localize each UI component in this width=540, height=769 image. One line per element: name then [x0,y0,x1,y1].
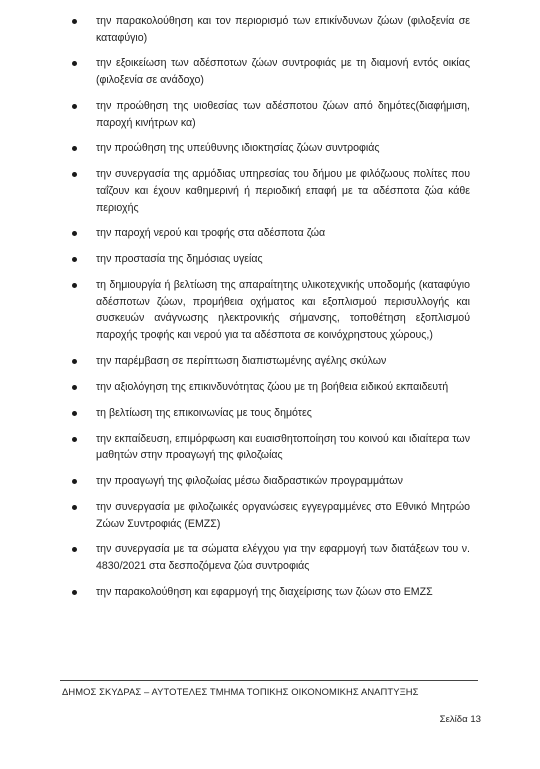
bullet-item [0,353,540,370]
bullet-item [0,225,540,242]
bullet-text: την συνεργασία με φιλοζωικές οργανώσεις εγγεγραμμένες στο Εθνικό Μητρώο Ζώων Συντροφιάς (ΕΜΖΣ) [96,500,470,530]
bullet-icon [72,437,77,442]
bullet-text: την προαγωγή της φιλοζωίας μέσω διαδραστικών προγραμμάτων [96,475,403,488]
bullet-icon [72,19,77,24]
bullet-icon [72,479,77,484]
bullet-item [0,405,540,422]
bullet-item [0,140,540,157]
bullet-icon [72,172,77,177]
bullet-item [0,584,540,601]
bullet-item [0,499,540,532]
bullet-item [0,473,540,490]
bullet-icon [72,411,77,416]
bullet-icon [72,359,77,364]
footer-divider [60,680,478,681]
bullet-icon [72,257,77,262]
bullet-item [0,98,540,131]
bullet-text: την εκπαίδευση, επιμόρφωση και ευαισθητοποίηση του κοινού και ιδιαίτερα των μαθητών στην προαγωγή της φιλοζωίας [96,432,470,462]
bullet-item [0,541,540,574]
bullet-icon [72,231,77,236]
bullet-text: την παρέμβαση σε περίπτωση διαπιστωμένης αγέλης σκύλων [96,354,387,367]
bullet-text: την συνεργασία της αρμόδιας υπηρεσίας του δήμου με φιλόζωους πολίτες που ταΐζουν και έχουν καθημερινή ή περιοδική επαφή με τα αδέσποτα ζώα κάθε περιοχής [96,168,470,214]
footer-organization: ΔΗΜΟΣ ΣΚΥΔΡΑΣ – ΑΥΤΟΤΕΛΕΣ ΤΜΗΜΑ ΤΟΠΙΚΗΣ ΟΙΚΟΝΟΜΙΚΗΣ ΑΝΑΠΤΥΞΗΣ [62,686,419,697]
bullet-icon [72,283,77,288]
bullet-text: τη βελτίωση της επικοινωνίας με τους δημότες [96,406,312,419]
bullet-item [0,166,540,216]
bullet-icon [72,547,77,552]
bullet-item [0,379,540,396]
bullet-icon [72,104,77,109]
bullet-icon [72,61,77,66]
bullet-text: την παροχή νερού και τροφής στα αδέσποτα ζώα [96,227,326,240]
bullet-icon [72,385,77,390]
bullet-text: την προστασία της δημόσιας υγείας [96,253,263,266]
bullet-text: την αξιολόγηση της επικινδυνότητας ζώου με τη βοήθεια ειδικού εκπαιδευτή [96,380,449,393]
bullet-list [0,13,540,610]
bullet-item [0,431,540,464]
bullet-text: την παρακολούθηση και εφαρμογή της διαχείρισης των ζώων στο ΕΜΖΣ [96,585,433,598]
bullet-text: την προώθηση της υιοθεσίας των αδέσποτου ζώων από δημότες(διαφήμιση, παροχή κινήτρων κα) [96,99,470,129]
bullet-item [0,55,540,88]
bullet-item [0,251,540,268]
bullet-text: τη δημιουργία ή βελτίωση της απαραίτητης υλικοτεχνικής υποδομής (καταφύγιο αδέσποτων ζώων, προμήθεια οχήματος και εξοπλισμού περισυλλογής και συσκευών ανάγνωσης ηλεκτρονικής σήμανσης, τοποθέτηση εξοπλισμού παροχής τροφής και νερού για τα αδέσποτα σε κοινόχρηστους χώρους,) [96,279,470,341]
bullet-item [0,277,540,343]
bullet-icon [72,590,77,595]
bullet-text: την παρακολούθηση και τον περιορισμό των επικίνδυνων ζώων (φιλοξενία σε καταφύγιο) [96,15,470,44]
bullet-icon [72,146,77,151]
bullet-item [0,13,540,46]
bullet-icon [72,505,77,510]
page-number: Σελίδα 13 [439,714,481,725]
bullet-text: την προώθηση της υπεύθυνης ιδιοκτησίας ζώων συντροφιάς [96,142,380,155]
bullet-text: την εξοικείωση των αδέσποτων ζώων συντροφιάς με τη διαμονή εντός οικίας (φιλοξενία σε ανάδοχο) [96,57,470,87]
bullet-text: την συνεργασία με τα σώματα ελέγχου για την εφαρμογή των διατάξεων του ν. 4830/2021 στα δεσποζόμενα ζώα συντροφιάς [96,543,470,572]
